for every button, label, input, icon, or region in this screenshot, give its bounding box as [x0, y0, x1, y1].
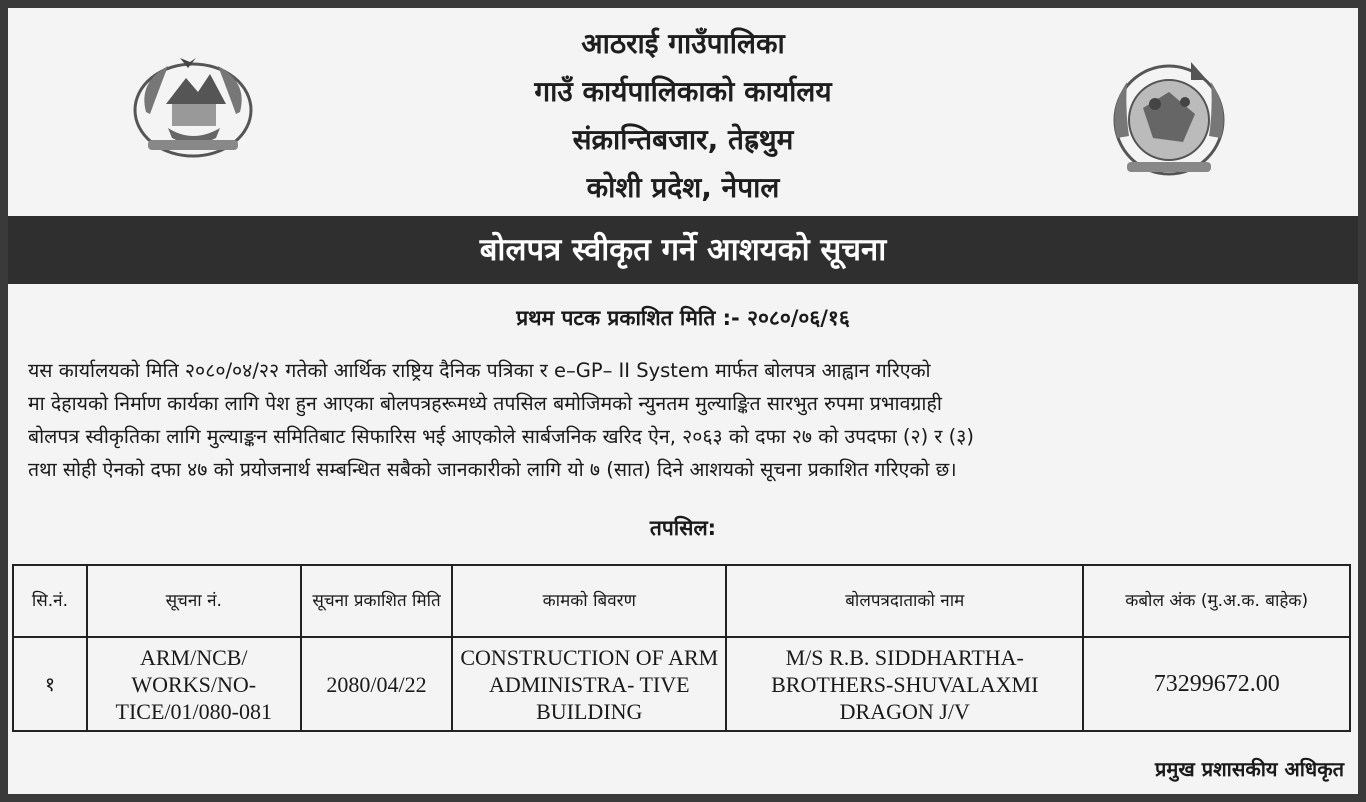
header-work-description: कामको बिवरण — [452, 565, 726, 637]
cell-work-description: CONSTRUCTION OF ARM ADMINISTRA- TIVE BUILDING — [452, 637, 726, 731]
office-name: गाउँ कार्यपालिकाको कार्यालय — [534, 75, 832, 108]
header-bid-amount: कबोल अंक (मु.अ.क. बाहेक) — [1083, 565, 1350, 637]
municipality-name: आठराई गाउँपालिका — [581, 27, 785, 60]
header-publish-date: सूचना प्रकाशित मिति — [301, 565, 453, 637]
header-notice-no: सूचना नं. — [87, 565, 301, 637]
header-serial: सि.नं. — [13, 565, 87, 637]
office-address: संक्रान्तिबजार, तेह्रथुम — [572, 123, 794, 156]
cell-notice-no: ARM/NCB/ WORKS/NO- TICE/01/080-081 — [87, 637, 301, 731]
table-header-row — [13, 565, 1350, 637]
award-table — [12, 564, 1351, 732]
body-line: मा देहायको निर्माण कार्यका लागि पेश हुन आएका बोलपत्रहरूमध्ये तपसिल बमोजिमको न्युनतम मुल्याङ्कित सारभुत रुपमा प्रभावग्राही — [28, 392, 942, 415]
tapasil-heading: तपसिल: — [649, 516, 717, 540]
header-bidder-name: बोलपत्रदाताको नाम — [726, 565, 1083, 637]
body-line: यस कार्यालयको मिति २०८०/०४/२२ गतेको आर्थिक राष्ट्रिय दैनिक पत्रिका र e–GP– II System मार्फत बोलपत्र आह्वान गरिएको — [28, 359, 931, 382]
signature: प्रमुख प्रशासकीय अधिकृत — [1155, 757, 1344, 781]
cell-publish-date: 2080/04/22 — [301, 637, 453, 731]
header — [8, 8, 1358, 216]
body-line: तथा सोही ऐनको दफा ४७ को प्रयोजनार्थ सम्बन्धित सबैको जानकारीको लागि यो ७ (सात) दिने आशयको सूचना प्रकाशित गरिएको छ। — [28, 458, 957, 481]
municipality-logo-icon — [1103, 58, 1235, 178]
notice-title-banner: बोलपत्र स्वीकृत गर्ने आशयको सूचना — [8, 216, 1358, 284]
cell-bid-amount: 73299672.00 — [1083, 637, 1350, 731]
notice-page — [8, 8, 1358, 794]
cell-bidder-name: M/S R.B. SIDDHARTHA- BROTHERS-SHUVALAXMI DRAGON J/V — [726, 637, 1083, 731]
body-line: बोलपत्र स्वीकृतिका लागि मुल्याङ्कन समितिबाट सिफारिस भई आएकोले सार्बजनिक खरिद ऐन, २०६३ को दफा २७ को उपदफा (२) र (३) — [28, 425, 974, 448]
publication-date: प्रथम पटक प्रकाशित मिति :- २०८०/०६/१६ — [516, 306, 850, 330]
cell-serial: १ — [13, 637, 87, 731]
province-country: कोशी प्रदेश, नेपाल — [586, 171, 780, 204]
notice-body — [28, 354, 1340, 486]
table-row — [13, 637, 1350, 731]
